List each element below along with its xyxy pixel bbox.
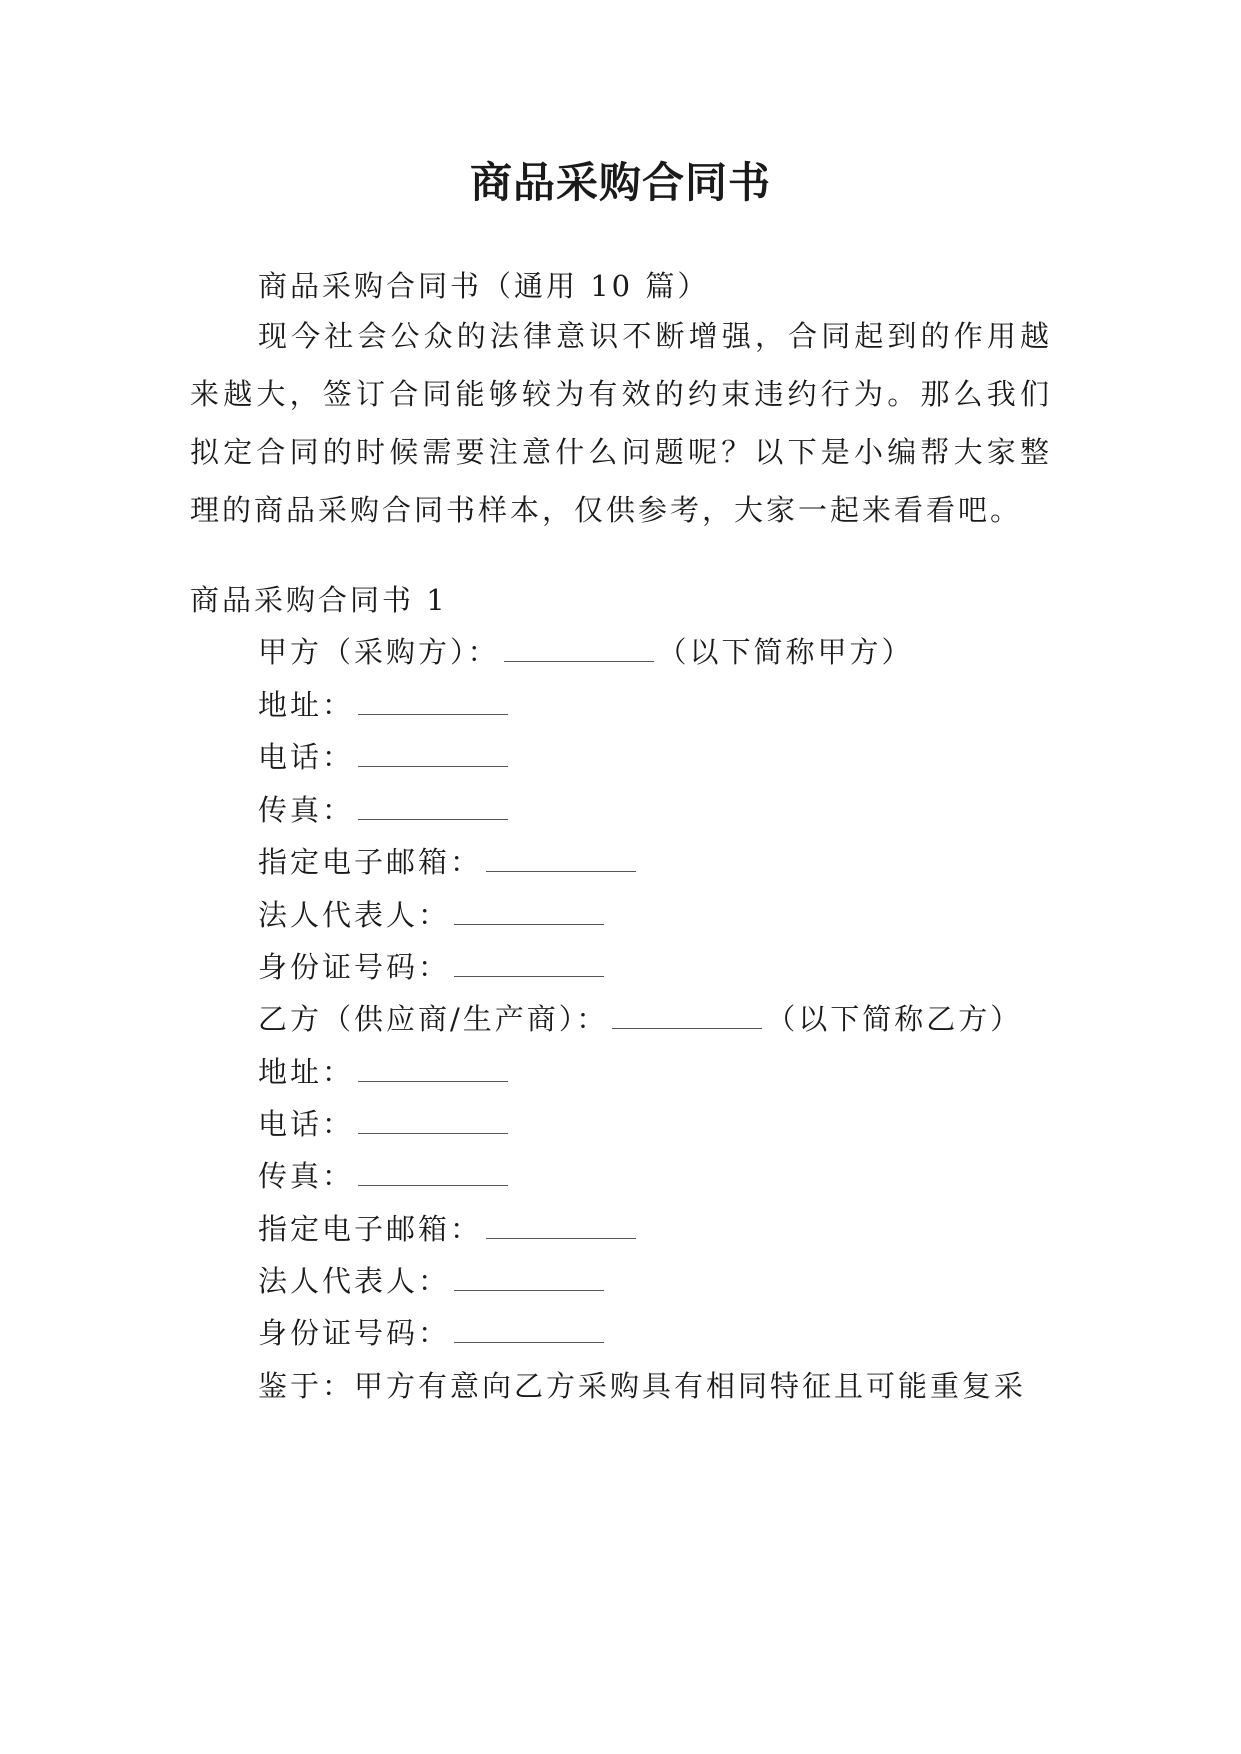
party-b-label: 乙方（供应商/生产商）：	[258, 1002, 609, 1036]
recital-line: 鉴于：甲方有意向乙方采购具有相同特征且可能重复采	[258, 1369, 1027, 1403]
field-blank	[486, 847, 636, 872]
field-blank	[454, 1318, 604, 1343]
field-blank	[358, 742, 508, 767]
field-blank	[358, 1057, 508, 1082]
field-blank	[358, 690, 508, 715]
field-blank	[454, 952, 604, 977]
field-blank	[358, 1109, 508, 1134]
field-blank	[454, 900, 604, 925]
party-a-legal-rep-line	[258, 893, 608, 934]
party-b-legal-rep-line	[258, 1259, 608, 1300]
field-label: 地址：	[258, 1055, 355, 1089]
document-title: 商品采购合同书	[469, 158, 771, 207]
intro-paragraph: 现今社会公众的法律意识不断增强，合同起到的作用越来越大，签订合同能够较为有效的约束违约行为。那么我们拟定合同的时候需要注意什么问题呢？以下是小编帮大家整理的商品采购合同书样本，仅供参考，大家一起来看看吧。	[190, 319, 1052, 527]
party-a-email-line	[258, 840, 640, 881]
party-a-address-line	[258, 683, 512, 724]
party-b-phone-line	[258, 1102, 512, 1143]
field-label: 身份证号码：	[258, 1316, 451, 1350]
party-b-address-line	[258, 1050, 512, 1091]
party-a-phone-line	[258, 735, 512, 776]
field-label: 指定电子邮箱：	[258, 845, 483, 879]
party-b-id-line	[258, 1311, 608, 1352]
party-a-line	[258, 630, 914, 671]
section-heading: 商品采购合同书 1	[190, 583, 448, 617]
party-b-email-line	[258, 1207, 640, 1248]
field-label: 地址：	[258, 688, 355, 722]
party-b-fax-line	[258, 1154, 512, 1195]
field-label: 身份证号码：	[258, 950, 451, 984]
party-a-id-line	[258, 945, 608, 986]
party-a-suffix: （以下简称甲方）	[657, 635, 914, 669]
field-blank	[358, 1161, 508, 1186]
document-subtitle: 商品采购合同书（通用 10 篇）	[258, 269, 710, 303]
field-label: 法人代表人：	[258, 898, 451, 932]
field-label: 电话：	[258, 740, 355, 774]
party-a-blank	[504, 637, 654, 662]
field-label: 传真：	[258, 793, 355, 827]
party-a-label: 甲方（采购方）：	[258, 635, 500, 669]
field-blank	[358, 795, 508, 820]
field-label: 传真：	[258, 1159, 355, 1193]
field-label: 法人代表人：	[258, 1264, 451, 1298]
field-label: 指定电子邮箱：	[258, 1212, 483, 1246]
party-b-blank	[612, 1004, 762, 1029]
party-a-fax-line	[258, 788, 512, 829]
field-label: 电话：	[258, 1107, 355, 1141]
field-blank	[486, 1214, 636, 1239]
party-b-line	[258, 997, 1022, 1038]
field-blank	[454, 1266, 604, 1291]
party-b-suffix: （以下简称乙方）	[766, 1002, 1023, 1036]
